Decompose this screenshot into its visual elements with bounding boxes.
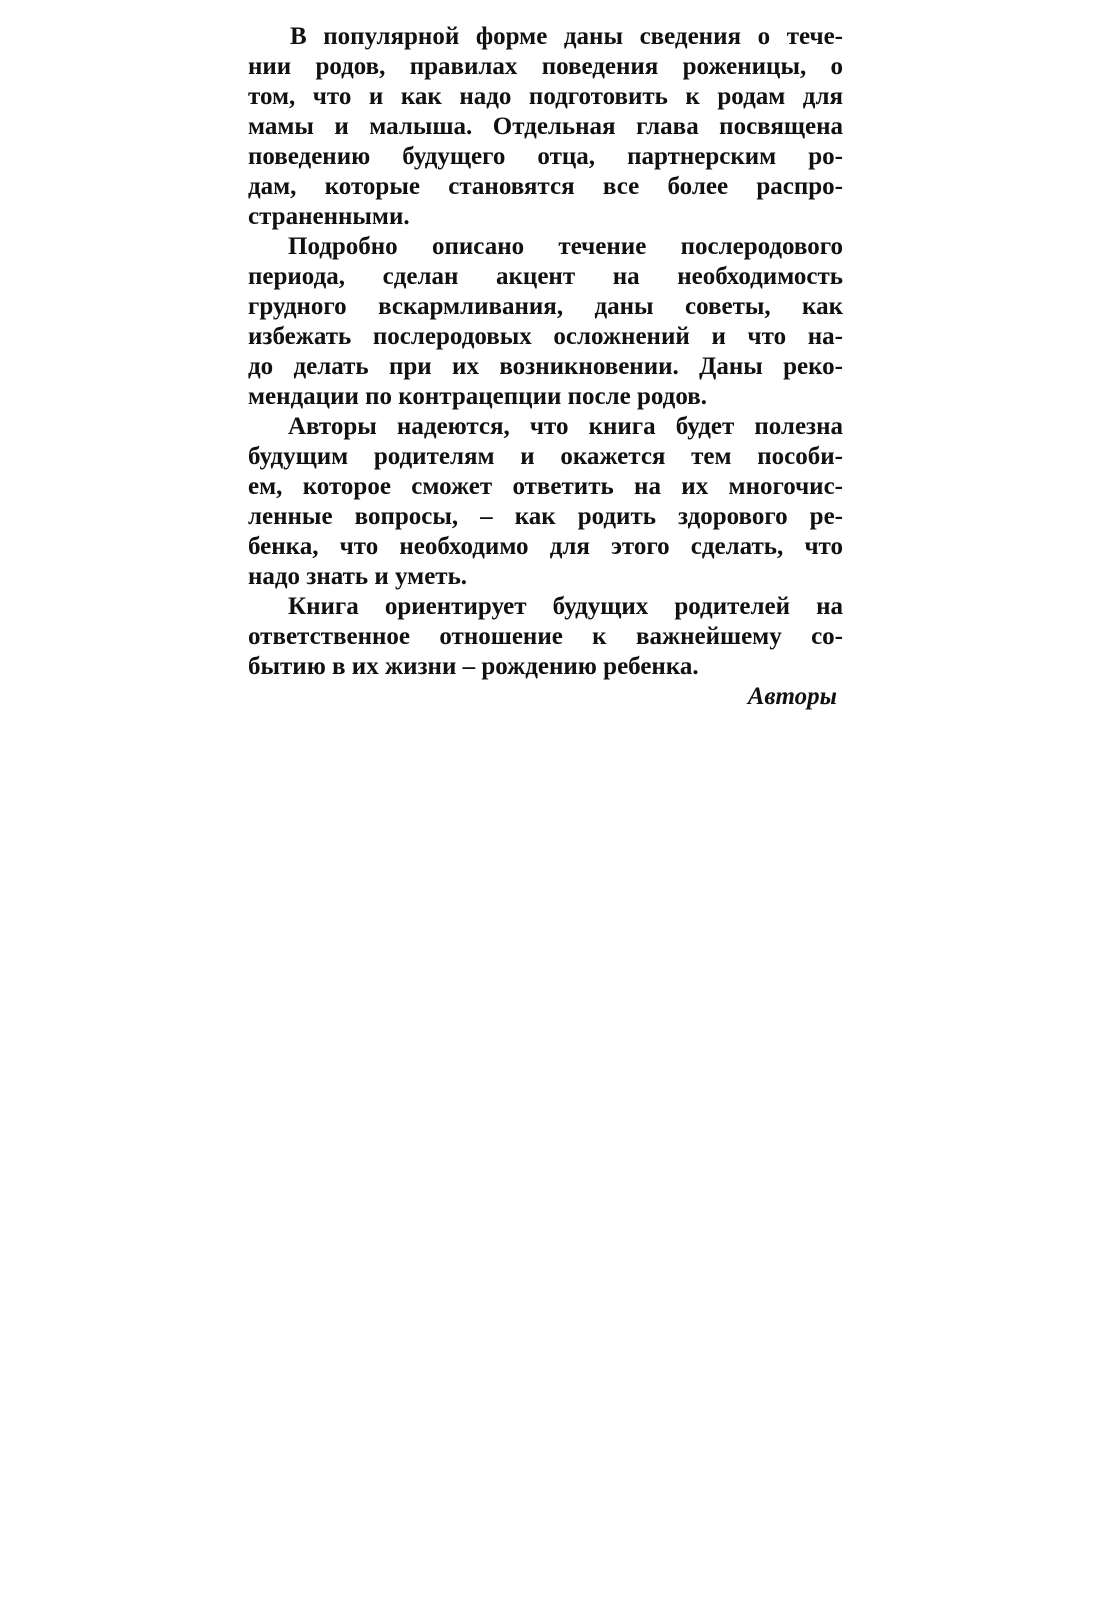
- paragraph-3-line-4: ленные вопросы, – как родить здорового ре-: [248, 503, 843, 530]
- paragraph-1-line-4: мамы и малыша. Отдельная глава посвящена: [248, 113, 843, 140]
- paragraph-2: [248, 232, 843, 412]
- paragraph-4-line-3: бытию в их жизни – рождению ребенка.: [248, 653, 699, 680]
- paragraph-2-line-2: периода, сделан акцент на необходимость: [248, 263, 843, 290]
- paragraph-1-line-5: поведению будущего отца, партнерским ро-: [248, 143, 843, 170]
- paragraph-2-line-1: Подробно описано течение послеродового: [288, 233, 843, 260]
- paragraph-2-line-5: до делать при их возникновении. Даны реко-: [248, 353, 843, 380]
- paragraph-2-line-6: мендации по контрацепции после родов.: [248, 383, 707, 410]
- paragraph-1-line-3: том, что и как надо подготовить к родам для: [248, 83, 843, 110]
- paragraph-2-line-3: грудного вскармливания, даны советы, как: [248, 293, 843, 320]
- paragraph-1-line-6: дам, которые становятся все более распро-: [248, 173, 843, 200]
- paragraph-2-line-4: избежать послеродовых осложнений и что на-: [248, 323, 843, 350]
- paragraph-1-line-2: нии родов, правилах поведения роженицы, о: [248, 53, 843, 80]
- paragraph-3-line-6: надо знать и уметь.: [248, 563, 468, 590]
- paragraph-3-line-3: ем, которое сможет ответить на их многочис-: [248, 473, 843, 500]
- paragraph-3-line-5: бенка, что необходимо для этого сделать, что: [248, 533, 843, 560]
- paragraph-4: [248, 592, 843, 682]
- annotation-text: [248, 22, 843, 712]
- paragraph-1-line-7: страненными.: [248, 203, 410, 230]
- paragraph-3-line-2: будущим родителям и окажется тем пособи-: [248, 443, 843, 470]
- paragraph-4-line-1: Книга ориентирует будущих родителей на: [288, 593, 843, 620]
- signature-authors: Авторы: [747, 683, 837, 710]
- paragraph-4-line-2: ответственное отношение к важнейшему со-: [248, 623, 843, 650]
- paragraph-1-line-1: В популярной форме даны сведения о тече-: [290, 23, 843, 50]
- paragraph-3: [248, 412, 843, 592]
- paragraph-1: [248, 22, 843, 232]
- paragraph-3-line-1: Авторы надеются, что книга будет полезна: [288, 413, 843, 440]
